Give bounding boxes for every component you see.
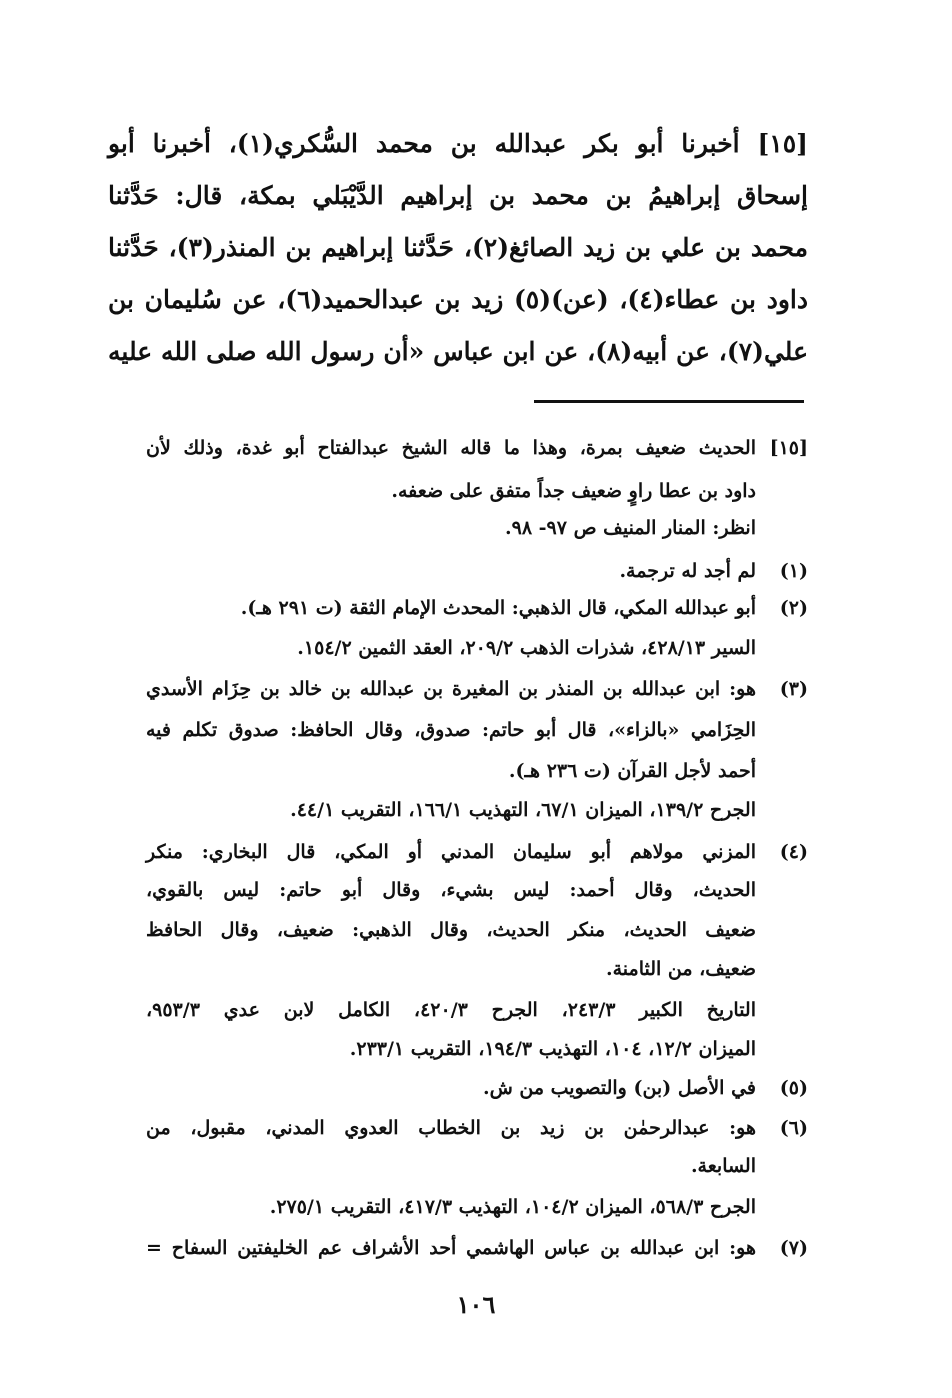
- footnote-line: المزني مولاهم أبو سليمان المدني أو المكي، قال البخاري: منكر: [146, 841, 756, 863]
- footnote-line: السير ٤٢٨/١٣، شذرات الذهب ٢٠٩/٢، العقد الثمين ١٥٤/٢.: [297, 637, 756, 659]
- footnote-line: الجرح ٥٦٨/٣، الميزان ١٠٤/٢، التهذيب ٤١٧/٣، التقريب ٢٧٥/١.: [269, 1196, 756, 1218]
- footnote-number: (٣): [779, 678, 808, 700]
- footnote-line: داود بن عطا راوٍ ضعيف جداً متفق على ضعفه.: [391, 480, 756, 502]
- footnote-line: أحمد لأجل القرآن (ت ٢٣٦ هـ).: [508, 760, 756, 782]
- footnote-line: هو: ابن عبدالله بن المنذر بن المغيرة بن عبدالله بن خالد بن حِزَام الأسدي: [146, 678, 756, 700]
- footnote-number: (٦): [779, 1117, 808, 1139]
- footnote-number: (٢): [779, 597, 808, 619]
- text-line: علي(٧)، عن أبيه(٨)، عن ابن عباس «أن رسول الله صلى الله عليه: [108, 337, 808, 366]
- text-line: داود بن عطاء(٤)، (عن)(٥) زيد بن عبدالحميد(٦)، عن سُليمان بن: [108, 285, 808, 314]
- footnote-line: أبو عبدالله المكي، قال الذهبي: المحدث الإمام الثقة (ت ٢٩١ هـ).: [240, 597, 756, 619]
- footnote-number: (١): [779, 560, 808, 582]
- footnote-line: ضعيف الحديث، منكر الحديث، وقال الذهبي: ضعيف، وقال الحافظ: [146, 919, 756, 941]
- footnote-line: ضعيف، من الثامنة.: [605, 958, 756, 980]
- footnote-line: الحِزَامي «بالزاء»، قال أبو حاتم: صدوق، وقال الحافظ: صدوق تكلم فيه: [146, 719, 756, 741]
- text-line: محمد بن علي بن زيد الصائغ(٢)، حَدَّثنا إبراهيم بن المنذر(٣)، حَدَّثنا: [108, 233, 808, 262]
- footnote-line: لم أجد له ترجمة.: [619, 560, 756, 582]
- footnote-line: الجرح ١٣٩/٢، الميزان ٦٧/١، التهذيب ١٦٦/١، التقريب ٤٤/١.: [290, 799, 756, 821]
- footnote-label: [١٥]: [769, 437, 808, 459]
- footnote-number: (٥): [779, 1077, 808, 1099]
- text-line: إسحاق إبراهيمُ بن محمد بن إبراهيم الدَّيْبَلي بمكة، قال: حَدَّثنا: [108, 181, 808, 210]
- footnote-line: الحديث ضعيف بمرة، وهذا ما قاله الشيخ عبدالفتاح أبو غدة، وذلك لأن: [146, 437, 756, 459]
- footnote-line: الحديث، وقال أحمد: ليس بشيء، وقال أبو حاتم: ليس بالقوي،: [146, 879, 756, 901]
- page-number: ١٠٦: [456, 1290, 496, 1319]
- hadith-text: [108, 118, 808, 378]
- footnote-line: في الأصل (بن) والتصويب من ش.: [482, 1077, 756, 1099]
- footnote-line: التاريخ الكبير ٢٤٣/٣، الجرح ٤٢٠/٣، الكامل لابن عدي ٩٥٣/٣،: [146, 999, 756, 1021]
- footnote-line: السابعة.: [690, 1155, 756, 1177]
- footnote-line: هو: عبدالرحمٰن بن زيد بن الخطاب العدوي المدني، مقبول، من: [146, 1117, 756, 1139]
- footnote-divider: [534, 400, 804, 403]
- footnote-line: الميزان ١٢/٢، ١٠٤، التهذيب ١٩٤/٣، التقريب ٢٣٣/١.: [349, 1038, 756, 1060]
- footnote-line: انظر: المنار المنيف ص ٩٧- ٩٨.: [504, 517, 756, 539]
- footnote-line: هو: ابن عبدالله بن عباس الهاشمي أحد الأشراف عم الخليفتين السفاح =: [146, 1237, 756, 1259]
- text-line: [١٥] أخبرنا أبو بكر عبدالله بن محمد السُّكري(١)، أخبرنا أبو: [108, 129, 808, 158]
- footnote-number: (٤): [779, 841, 808, 863]
- footnote-number: (٧): [779, 1237, 808, 1259]
